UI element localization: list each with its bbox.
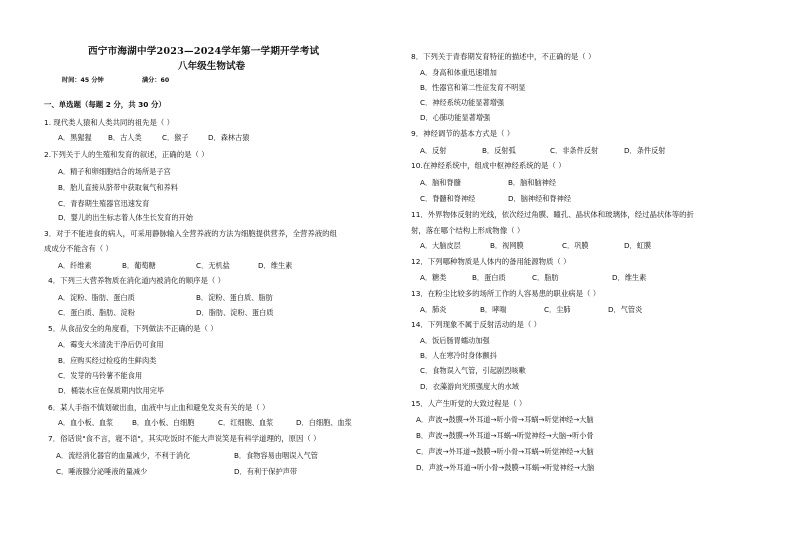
option: D．维生素: [612, 273, 647, 282]
option: A．精子和卵细胞结合的场所是子宫: [58, 167, 171, 176]
option: C．脊髓和脊神经: [420, 194, 476, 203]
option: A．糖类: [420, 273, 447, 282]
question-stem: 6．某人手指不慎划破出血，血液中与止血和避免发炎有关的是（ ）: [48, 403, 270, 412]
section-heading: 一、单选题（每题 2 分，共 30 分）: [44, 100, 166, 109]
option: B．古人类: [108, 133, 142, 142]
option: A．身高和体重迅速增加: [420, 68, 497, 77]
option: C．神经系统功能显著增强: [420, 98, 505, 107]
option: C．脂肪: [532, 273, 559, 282]
option: C．尘肺: [544, 305, 571, 314]
option: C．红细胞、血浆: [218, 418, 274, 427]
question-stem: 5．从食品安全的角度看，下列做法不正确的是（ ）: [48, 324, 218, 333]
question-stem: 3．对于不能进食的病人，可采用静脉输入全营养液的方法为细胞提供营养，全营养液的组: [44, 229, 337, 238]
question-stem: 11．外界物体反射的光线，依次经过角膜、瞳孔、晶状体和玻璃体，经过晶状体等的折: [411, 210, 694, 219]
option: C．唾液腺分泌唾液的量减少: [56, 467, 148, 476]
question-stem: 2.下列关于人的生殖和发育的叙述，正确的是（ ）: [44, 150, 209, 159]
option: B．血小板、白细胞: [132, 418, 195, 427]
option: C．猴子: [162, 133, 189, 142]
option: B．反射弧: [482, 146, 516, 155]
option: A．流经消化器官的血量减少，不利于消化: [56, 451, 191, 460]
option: D．白细胞、血浆: [296, 418, 352, 427]
option: B．食物容易由咽误入气管: [234, 451, 318, 460]
option: B．哮喘: [480, 305, 507, 314]
question-stem: 4．下列三大营养物质在消化道内被消化的顺序是（ ）: [48, 276, 226, 285]
option: B．胎儿直接从脐带中获取氧气和养料: [58, 183, 178, 192]
option: A．反射: [420, 146, 447, 155]
option: D．有利于保护声带: [234, 467, 298, 476]
option: A．脑和脊髓: [420, 178, 461, 187]
option: B．性器官和第二性征发育不明显: [420, 83, 526, 92]
option: A．霉变大米清洗干净后仍可食用: [58, 340, 164, 349]
option: B．蛋白质: [472, 273, 506, 282]
option: C．食物误入气管，引起剧烈咳嗽: [420, 366, 526, 375]
option: A．淀粉、脂肪、蛋白质: [58, 293, 135, 302]
question-stem: 14．下列现象不属于反射活动的是（ ）: [411, 320, 542, 329]
option: D．声波→外耳道→听小骨→鼓膜→耳蜗→听觉神经→大脑: [416, 463, 595, 472]
exam-title: 西宁市海湖中学2023—2024学年第一学期开学考试: [88, 46, 320, 57]
option: D．维生素: [258, 261, 293, 270]
exam-score: 满分：60: [142, 77, 170, 84]
question-stem: 12．下列哪种物质是人体内的备用能源物质（ ）: [411, 257, 571, 266]
question-stem: 1. 现代类人猿和人类共同的祖先是（ ）: [44, 118, 175, 127]
option: D．婴儿的出生标志着人体生长发育的开始: [58, 213, 193, 222]
option: D．脂肪、淀粉、蛋白质: [196, 308, 274, 317]
option: C．发芽的马铃薯不能食用: [58, 371, 143, 380]
option: D．桶装水应在保质期内饮用完毕: [58, 386, 165, 395]
option: A．血小板、血浆: [58, 418, 114, 427]
option: C．无机盐: [196, 261, 230, 270]
option: D．衣藻游向光照强度大的水域: [420, 382, 519, 391]
option: D．森林古猿: [208, 133, 250, 142]
question-stem: 7．俗话说"食不言，寝不语"，其实吃饭时不能大声说笑是有科学道理的，原因（ ）: [48, 434, 321, 443]
option: C．声波→外耳道→鼓膜→听小骨→耳蜗→听觉神经→大脑: [416, 447, 594, 456]
option: A．黑猩猩: [58, 133, 92, 142]
option: B．视网膜: [490, 241, 524, 250]
option: C．非条件反射: [550, 146, 599, 155]
option: D．虹膜: [624, 241, 652, 250]
question-stem: 13．在粉尘比较多的场所工作的人容易患的职业病是（ ）: [411, 289, 601, 298]
question-stem: 9．神经调节的基本方式是（ ）: [411, 129, 515, 138]
option: D．条件反射: [624, 146, 666, 155]
question-stem-continued: 射，落在哪个结构上形成物像（ ）: [411, 226, 525, 235]
question-stem: 8．下列关于青春期发育特征的描述中，不正确的是（ ）: [411, 52, 596, 61]
option: A．肺炎: [420, 305, 447, 314]
question-stem: 15．人产生听觉的大致过程是（ ）: [411, 399, 527, 408]
option: A．饭后肠胃蠕动加强: [420, 336, 490, 345]
option: D．脑神经和脊神经: [508, 194, 572, 203]
option: A．大脑皮层: [420, 241, 461, 250]
option: B．葡萄糖: [122, 261, 156, 270]
exam-time: 时间：45 分钟: [62, 77, 104, 84]
question-stem: 10.在神经系统中，组成中枢神经系统的是（ ）: [411, 161, 566, 170]
option: B．人在寒冷时身体颤抖: [420, 351, 497, 360]
question-stem-continued: 成成分不能含有（ ）: [44, 244, 113, 253]
option: C．巩膜: [562, 241, 589, 250]
option: B．淀粉、蛋白质、脂肪: [196, 293, 273, 302]
option: B．应购买经过检疫的生鲜肉类: [58, 356, 157, 365]
option: B．声波→鼓膜→外耳道→耳蜗→听觉神经→大脑→听小骨: [416, 431, 594, 440]
option: D．心肺功能显著增强: [420, 113, 491, 122]
option: C．青春期生殖器官迅速发育: [58, 199, 150, 208]
exam-subtitle: 八年级生物试卷: [178, 61, 246, 72]
option: C．蛋白质、脂肪、淀粉: [58, 308, 135, 317]
option: A．声波→鼓膜→外耳道→听小骨→耳蜗→听觉神经→大脑: [416, 415, 594, 424]
option: B．脑和脑神经: [508, 178, 557, 187]
option: A．纤维素: [58, 261, 92, 270]
option: D．气管炎: [608, 305, 643, 314]
